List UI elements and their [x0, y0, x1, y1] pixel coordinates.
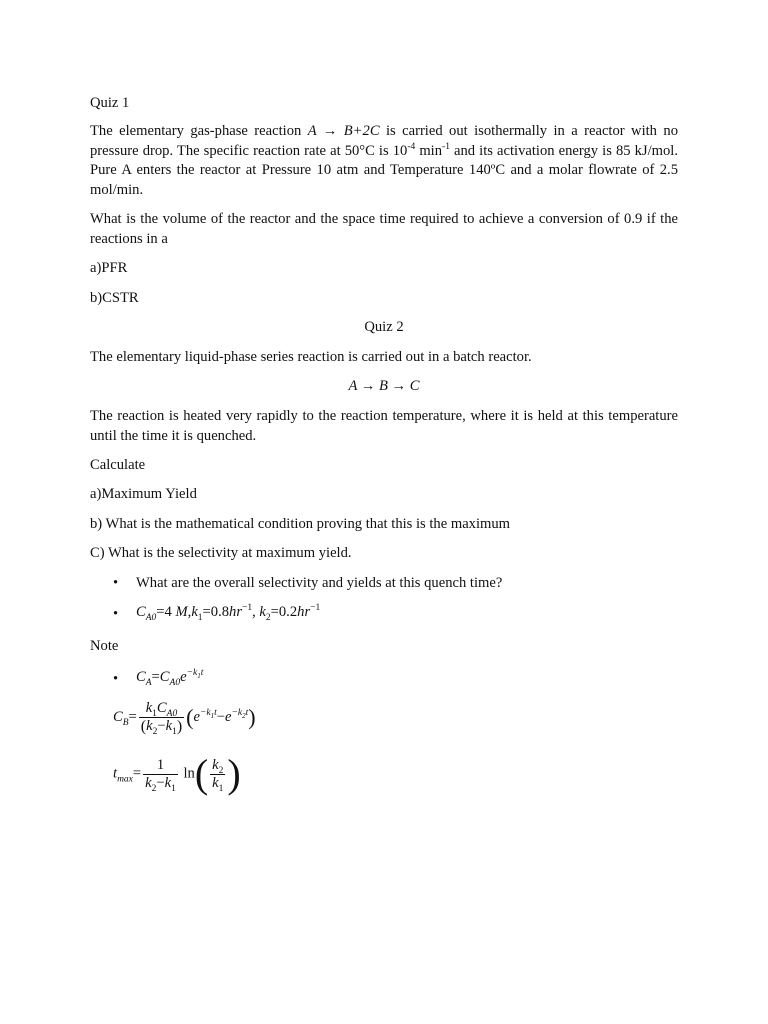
quiz2-bullet-question: What are the overall selectivity and yields at this quench time?	[136, 575, 503, 591]
quiz2-item-b: b) What is the mathematical condition proving that this is the maximum	[90, 516, 511, 532]
quiz2-item-c: C) What is the selectivity at maximum yield.	[90, 545, 352, 561]
quiz1-reaction-equation: A → B+2C	[307, 123, 380, 139]
quiz1-problem-paragraph: The elementary gas-phase reaction A → B+2C is carried out isothermally in a reactor with no pressure drop. The specific reaction rate at 50°C is $10^{-4}$ $\min^{-1}$ and its activation energy is 85 kJ/mol. Pure A enters the reactor at Pressure 10 atm and Temperature 140ºC and a molar flowrate of 2.5 mol/min.	[90, 123, 679, 198]
quiz1-option-b: b)CSTR	[90, 290, 139, 306]
quiz2-description: The reaction is heated very rapidly to the reaction temperature, where it is held at this temperature until the time it is quenched.	[90, 408, 678, 444]
quiz1-title: Quiz 1	[90, 95, 130, 111]
quiz1-option-a: a)PFR	[90, 260, 128, 276]
note-title: Note	[90, 638, 119, 654]
quiz1-question: What is the volume of the reactor and the space time required to achieve a conversion of 0.9 if the reactions in a	[90, 211, 678, 247]
quiz2-title: Quiz 2	[364, 319, 404, 335]
quiz2-calculate-label: Calculate	[90, 457, 146, 473]
bullet-dot: •	[113, 671, 119, 687]
quiz2-item-a: a)Maximum Yield	[90, 486, 197, 502]
quiz2-given-values: $C_{A0}=4$ $M,k_1=0.8hr^{-1}$, $k_2=0.2hr^{-1}$	[136, 603, 321, 623]
bullet-dot: •	[113, 575, 119, 591]
bullet-dot: •	[113, 606, 119, 622]
quiz2-intro: The elementary liquid-phase series reaction is carried out in a batch reactor.	[90, 349, 532, 365]
quiz2-reaction-equation: A → B → C	[348, 378, 420, 394]
equation-cb: $C_B=$ $\frac{k_1C_{A0}}{(k_2-k_1)}$ $(e^{-k_1t}-e^{-k_2t})$	[113, 700, 256, 737]
equation-ca: $C_A=C_{A0}e^{-k_1t}$	[136, 668, 204, 688]
equation-tmax: $t_{max}=$ $\frac{1}{k_2-k_1}$ ln( $\frac{k_2}{k_1}$ )	[113, 751, 241, 796]
